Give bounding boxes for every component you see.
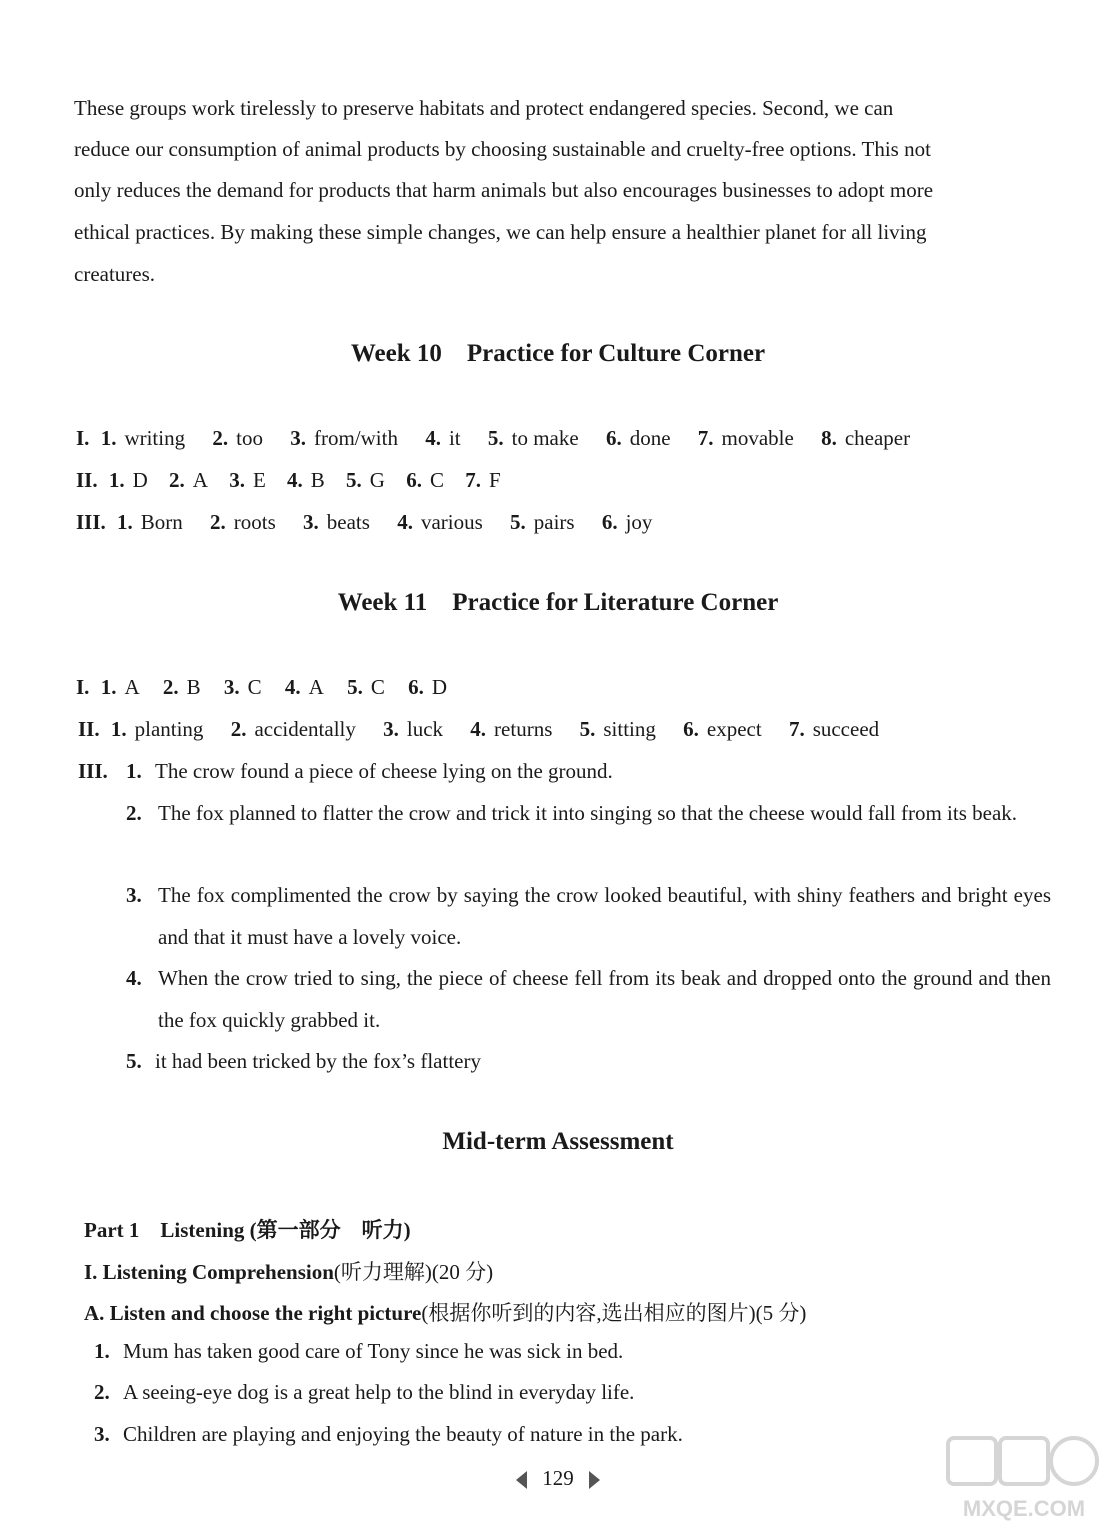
arrow-right-icon <box>589 1471 600 1489</box>
week10-section-3: III. 1. Born 2. roots 3. beats 4. various 5. pairs 6. joy <box>76 510 653 534</box>
intro-line: only reduces the demand for products that harm animals but also encourages businesses to adopt more <box>74 178 934 202</box>
week10-section-1: I. 1. writing 2. too 3. from/with 4. it 5. to make 6. done 7. movable 8. cheaper <box>76 426 911 450</box>
list-item: 5. it had been tricked by the fox’s flattery <box>126 1049 481 1073</box>
roman-numeral: III. <box>78 759 108 783</box>
week11-section-3-label <box>78 759 114 784</box>
watermark-logo <box>944 1434 1104 1524</box>
week11-heading: Week 11 Practice for Literature Corner <box>337 589 779 616</box>
intro-line: ethical practices. By making these simple changes, we can help ensure a healthier planet for all living <box>74 220 927 244</box>
roman-numeral: II. <box>76 468 98 492</box>
section-a-heading: A. Listen and choose the right picture(根据你听到的内容,选出相应的图片)(5 分) <box>84 1301 807 1325</box>
week11-section-1: I. 1. A 2. B 3. C 4. A 5. C 6. D <box>76 675 447 699</box>
svg-text:MXQE.COM: MXQE.COM <box>962 1496 1086 1521</box>
roman-numeral: III. <box>76 510 106 534</box>
list-item: 2. The fox planned to flatter the crow and trick it into singing so that the cheese would fall from its beak. <box>126 801 1018 825</box>
arrow-left-icon <box>516 1471 527 1489</box>
roman-numeral: I. <box>76 675 90 699</box>
part1-heading: Part 1 Listening (第一部分 听力) <box>84 1218 411 1242</box>
list-item: 4. When the crow tried to sing, the piece of cheese fell from its beak and dropped onto the ground and then the fox quickly grabbed it. <box>126 966 1051 1032</box>
list-item: 1. The crow found a piece of cheese lying on the ground. <box>126 759 613 783</box>
roman-numeral: II. <box>78 717 100 741</box>
intro-line: These groups work tirelessly to preserve habitats and protect endangered species. Second, we can <box>74 96 894 120</box>
midterm-heading: Mid-term Assessment <box>442 1128 674 1155</box>
week11-section-2: II. 1. planting 2. accidentally 3. luck 4. returns 5. sitting 6. expect 7. succeed <box>78 717 880 741</box>
list-item: 1. Mum has taken good care of Tony since he was sick in bed. <box>94 1339 624 1363</box>
week10-heading: Week 10 Practice for Culture Corner <box>350 340 766 367</box>
roman-numeral: I. <box>76 426 90 450</box>
page-number-text: 129 <box>542 1466 574 1490</box>
list-item: 3. Children are playing and enjoying the beauty of nature in the park. <box>94 1422 683 1446</box>
list-item: 3. The fox complimented the crow by saying the crow looked beautiful, with shiny feathers and bright eyes and that it must have a lovely voice. <box>126 883 1051 949</box>
intro-line: reduce our consumption of animal products by choosing sustainable and cruelty-free options. This not <box>74 137 931 161</box>
list-item: 2. A seeing-eye dog is a great help to the blind in everyday life. <box>94 1380 635 1404</box>
week10-section-2: II. 1. D 2. A 3. E 4. B 5. G 6. C 7. F <box>76 468 501 492</box>
section-i-heading: I. Listening Comprehension(听力理解)(20 分) <box>84 1260 494 1284</box>
intro-line: creatures. <box>74 262 156 286</box>
